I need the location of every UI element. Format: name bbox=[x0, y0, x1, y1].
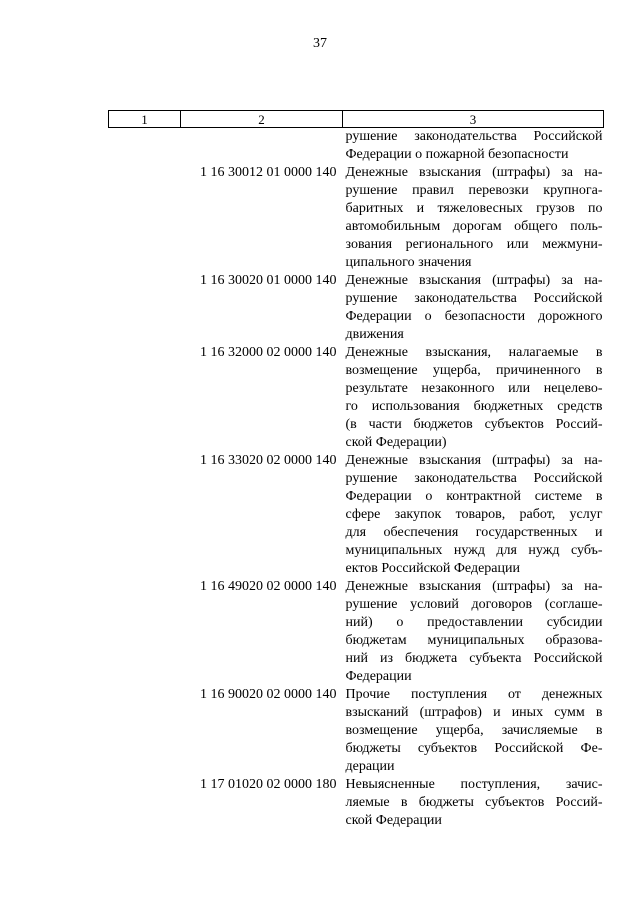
description-line: рушение законодательства Российской bbox=[345, 129, 603, 144]
description-line: рушение условий договоров (соглаше- bbox=[345, 597, 603, 612]
table-row bbox=[109, 272, 604, 344]
description-line: для обеспечения государственных и bbox=[345, 525, 603, 540]
empty-cell bbox=[109, 164, 181, 272]
description-line: бюджеты субъектов Российской Фе- bbox=[345, 741, 603, 756]
description-line: Денежные взыскания, налагаемые в bbox=[345, 345, 603, 360]
description-line: дерации bbox=[345, 759, 395, 774]
description-line: сфере закупок товаров, работ, услуг bbox=[345, 507, 603, 522]
budget-codes-table bbox=[108, 110, 604, 830]
empty-cell bbox=[109, 272, 181, 344]
description-line: рушение законодательства Российской bbox=[345, 291, 603, 306]
empty-cell bbox=[109, 452, 181, 578]
budget-code: 1 16 33020 02 0000 140 bbox=[200, 453, 337, 468]
description-line: рушение законодательства Российской bbox=[345, 471, 603, 486]
description-line: ний) о предоставлении субсидии bbox=[345, 615, 603, 630]
description-line: (в части бюджетов субъектов Россий- bbox=[345, 417, 603, 432]
income-description bbox=[343, 578, 604, 686]
empty-cell bbox=[109, 686, 181, 776]
page-number: 37 bbox=[313, 36, 327, 51]
table-header-row bbox=[109, 111, 604, 128]
description-line: го использования бюджетных средств bbox=[345, 399, 603, 414]
description-line: Денежные взыскания (штрафы) за на- bbox=[345, 453, 603, 468]
description-line: Федерации о безопасности дорожного bbox=[345, 309, 603, 324]
table-row bbox=[109, 344, 604, 452]
description-line: Федерации bbox=[345, 669, 412, 684]
description-line: Денежные взыскания (штрафы) за на- bbox=[345, 273, 603, 288]
description-line: ектов Российской Федерации bbox=[345, 561, 520, 576]
description-line: Федерации о пожарной безопасности bbox=[345, 147, 569, 162]
description-line: взысканий (штрафов) и иных сумм в bbox=[345, 705, 603, 720]
budget-code: 1 16 90020 02 0000 140 bbox=[200, 687, 337, 702]
budget-code bbox=[181, 128, 343, 165]
description-line: результате незаконного или нецелево- bbox=[345, 381, 603, 396]
description-line: Невыясненные поступления, зачис- bbox=[345, 777, 603, 792]
table-row bbox=[109, 164, 604, 272]
budget-code: 1 16 30012 01 0000 140 bbox=[200, 165, 337, 180]
description-line: возмещение ущерба, причиненного в bbox=[345, 363, 603, 378]
income-description bbox=[343, 686, 604, 776]
description-line: Федерации о контрактной системе в bbox=[345, 489, 603, 504]
income-description bbox=[343, 776, 604, 830]
description-line: рушение правил перевозки крупнога- bbox=[345, 183, 603, 198]
description-line: муниципальных нужд для нужд субъ- bbox=[345, 543, 603, 558]
description-line: возмещение ущерба, зачисляемые в bbox=[345, 723, 603, 738]
income-description bbox=[343, 452, 604, 578]
empty-cell bbox=[109, 578, 181, 686]
budget-code: 1 16 30020 01 0000 140 bbox=[200, 273, 337, 288]
description-line: автомобильным дорогам общего поль- bbox=[345, 219, 603, 234]
description-line: Денежные взыскания (штрафы) за на- bbox=[345, 165, 603, 180]
column-header-1: 1 bbox=[109, 111, 181, 128]
budget-code: 1 16 49020 02 0000 140 bbox=[200, 579, 337, 594]
empty-cell bbox=[109, 344, 181, 452]
table-row bbox=[109, 128, 604, 165]
column-header-3: 3 bbox=[343, 111, 604, 128]
budget-code: 1 17 01020 02 0000 180 bbox=[200, 777, 337, 792]
description-line: ний из бюджета субъекта Российской bbox=[345, 651, 603, 666]
column-header-2: 2 bbox=[181, 111, 343, 128]
description-line: Прочие поступления от денежных bbox=[345, 687, 603, 702]
description-line: зования регионального или межмуни- bbox=[345, 237, 603, 252]
table-row bbox=[109, 776, 604, 830]
description-line: ской Федерации bbox=[345, 813, 442, 828]
table-row bbox=[109, 452, 604, 578]
description-line: ляемые в бюджеты субъектов Россий- bbox=[345, 795, 603, 810]
income-description bbox=[343, 272, 604, 344]
income-description bbox=[343, 128, 604, 165]
description-line: бюджетам муниципальных образова- bbox=[345, 633, 603, 648]
description-line: движения bbox=[345, 327, 404, 342]
table-row bbox=[109, 686, 604, 776]
income-description bbox=[343, 344, 604, 452]
income-description bbox=[343, 164, 604, 272]
empty-cell bbox=[109, 128, 181, 165]
description-line: баритных и тяжеловесных грузов по bbox=[345, 201, 603, 216]
empty-cell bbox=[109, 776, 181, 830]
description-line: ципального значения bbox=[345, 255, 472, 270]
description-line: ской Федерации) bbox=[345, 435, 447, 450]
table-row bbox=[109, 578, 604, 686]
description-line: Денежные взыскания (штрафы) за на- bbox=[345, 579, 603, 594]
budget-code: 1 16 32000 02 0000 140 bbox=[200, 345, 337, 360]
